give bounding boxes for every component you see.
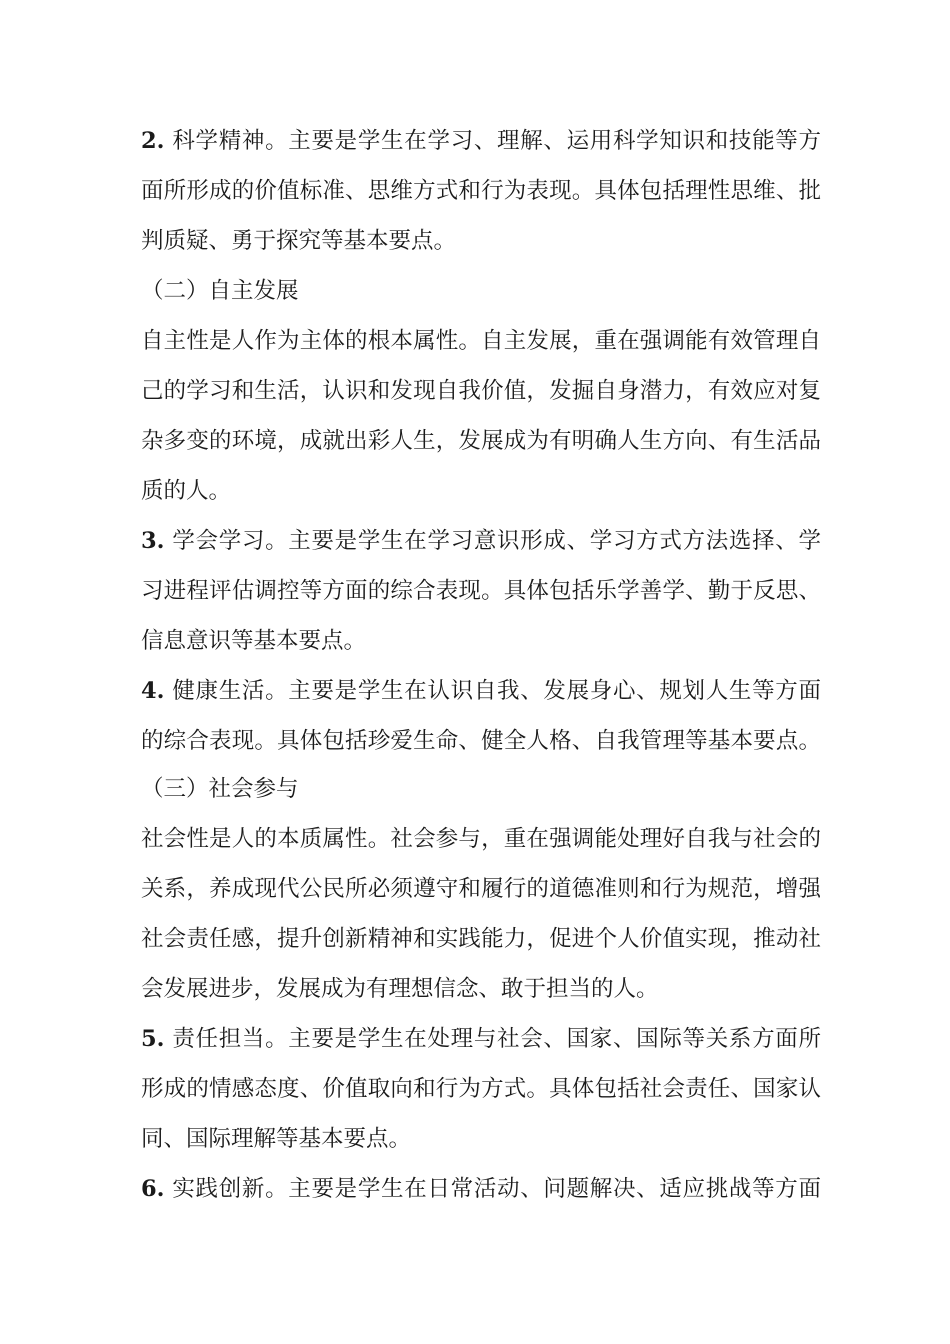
text-line — [141, 626, 821, 656]
text-line — [141, 226, 821, 256]
text-line — [141, 1174, 821, 1204]
text-line — [141, 1124, 821, 1154]
text-line — [141, 376, 821, 406]
text-line — [141, 924, 821, 954]
text-line — [141, 1074, 821, 1104]
line-text: 社会性是人的本质属性。社会参与，重在强调能处理好自我与社会的 — [141, 826, 821, 852]
line-text: 己的学习和生活，认识和发现自我价值，发掘自身潜力，有效应对复 — [141, 378, 821, 404]
line-text: 质的人。 — [141, 478, 232, 504]
item-number: 2. — [141, 128, 165, 154]
line-text: 同、国际理解等基本要点。 — [141, 1126, 412, 1152]
text-line — [141, 476, 821, 506]
line-text: 面所形成的价值标准、思维方式和行为表现。具体包括理性思维、批 — [141, 178, 821, 204]
item-number: 4. — [141, 678, 165, 704]
text-line — [141, 1024, 821, 1054]
heading-text: （二）自主发展 — [141, 278, 299, 304]
text-line — [141, 874, 821, 904]
text-line — [141, 824, 821, 854]
line-text: 学会学习。主要是学生在学习意识形成、学习方式方法选择、学 — [164, 528, 821, 554]
line-text: 关系，养成现代公民所必须遵守和履行的道德准则和行为规范，增强 — [141, 876, 821, 902]
section-heading — [141, 276, 821, 306]
line-text: 信息意识等基本要点。 — [141, 628, 367, 654]
line-text: 科学精神。主要是学生在学习、理解、运用科学知识和技能等方 — [164, 128, 821, 154]
text-line — [141, 176, 821, 206]
line-text: 判质疑、勇于探究等基本要点。 — [141, 228, 457, 254]
line-text: 责任担当。主要是学生在处理与社会、国家、国际等关系方面所 — [164, 1026, 821, 1052]
line-text: 社会责任感，提升创新精神和实践能力，促进个人价值实现，推动社 — [141, 926, 821, 952]
section-heading — [141, 774, 821, 804]
text-line — [141, 426, 821, 456]
item-number: 6. — [141, 1176, 165, 1202]
item-number: 3. — [141, 528, 165, 554]
line-text: 自主性是人作为主体的根本属性。自主发展，重在强调能有效管理自 — [141, 328, 821, 354]
text-line — [141, 676, 821, 706]
text-line — [141, 526, 821, 556]
item-number: 5. — [141, 1026, 165, 1052]
text-line — [141, 126, 821, 156]
text-line — [141, 726, 821, 756]
text-line — [141, 576, 821, 606]
heading-text: （三）社会参与 — [141, 776, 299, 802]
line-text: 的综合表现。具体包括珍爱生命、健全人格、自我管理等基本要点。 — [141, 728, 821, 754]
line-text: 实践创新。主要是学生在日常活动、问题解决、适应挑战等方面 — [164, 1176, 821, 1202]
text-line — [141, 326, 821, 356]
line-text: 会发展进步，发展成为有理想信念、敢于担当的人。 — [141, 976, 659, 1002]
line-text: 健康生活。主要是学生在认识自我、发展身心、规划人生等方面 — [164, 678, 821, 704]
text-line — [141, 974, 821, 1004]
line-text: 习进程评估调控等方面的综合表现。具体包括乐学善学、勤于反思、 — [141, 578, 821, 604]
line-text: 杂多变的环境，成就出彩人生，发展成为有明确人生方向、有生活品 — [141, 428, 821, 454]
line-text: 形成的情感态度、价值取向和行为方式。具体包括社会责任、国家认 — [141, 1076, 821, 1102]
